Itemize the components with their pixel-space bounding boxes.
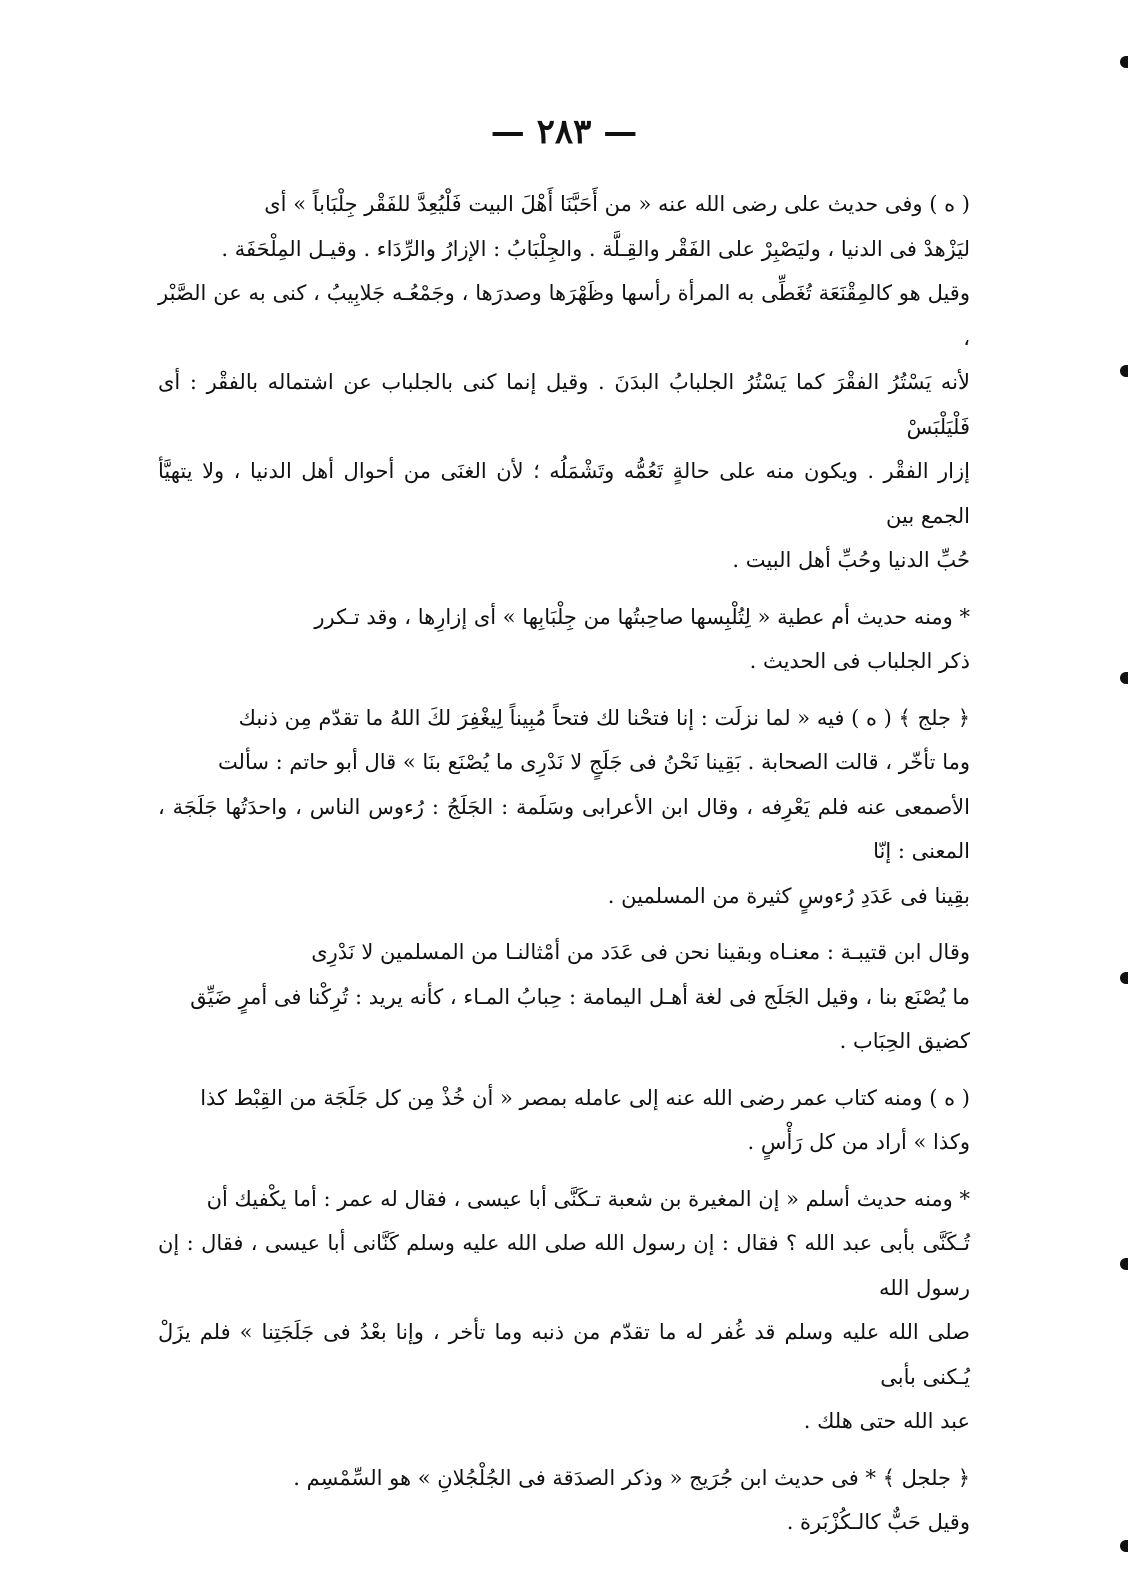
paragraph-ibn-qutayba bbox=[158, 930, 970, 1064]
text-line: إزار الفقْر . ويكون منه على حالةٍ تَعُمُّه وتَشْمَلُه ؛ لأن الغنَى من أحوال أهل الدنيا ، ولا يتهيَّأ الجمع بين bbox=[158, 459, 970, 528]
scan-edge-mark bbox=[1120, 1258, 1128, 1270]
text-line: * ومنه حديث أم عطية « لِتُلْبِسها صاحِبتُها من جِلْبَابِها » أى إزارِها ، وقد تـكرر bbox=[314, 604, 970, 629]
scan-edge-mark bbox=[1120, 972, 1128, 984]
text-line: ذكر الجلباب فى الحديث . bbox=[749, 649, 970, 673]
text-line: ﴿ جلج ﴾ ( ه ) فيه « لما نزلَت : إنا فتحْنا لك فتحاً مُبِيناً لِيغْفِرَ لكَ اللهُ ما تقدّم مِن ذنبك bbox=[238, 705, 970, 730]
page-body bbox=[158, 182, 970, 1557]
scan-edge-mark bbox=[1120, 672, 1128, 684]
paragraph-aslam-hadith bbox=[158, 1177, 970, 1444]
text-line: حُبِّ الدنيا وحُبِّ أهل البيت . bbox=[732, 548, 970, 572]
text-line: ( ه ) وفى حديث على رضى الله عنه « من أَحَبَّنَا أَهْلَ البيت فَلْيُعِدَّ للفَقْر جِلْبَاباً » أى bbox=[264, 192, 970, 216]
scan-edge-mark bbox=[1120, 1540, 1128, 1552]
paragraph-umm-atiyya bbox=[158, 595, 970, 684]
text-line: لأنه يَسْتُرُ الفقْرَ كما يَسْتُرُ الجلبابُ البدَنَ . وقيل إنما كنى بالجلباب عن اشتماله بالفقْر : أى فَلْيَلْبَسْ bbox=[158, 370, 970, 439]
text-line: وقيل حَبٌّ كالـكُزْبَرة . bbox=[786, 1510, 970, 1534]
text-line: الأصمعى عنه فلم يَعْرِفه ، وقال ابن الأعرابى وسَلَمة : الجَلَجُ : رُءوس الناس ، واحدَتُها جَلَجَة ، المعنى : إنّا bbox=[158, 794, 970, 863]
text-line: وقيل هو كالمِقْنَعَة تُغَطِّى به المرأة رأسها وظَهْرَها وصدرَها ، وجَمْعُـه جَلابِيبُ ، كنى به عن الصَّبْر ، bbox=[158, 281, 970, 350]
text-line: كضيق الحِبَاب . bbox=[839, 1029, 970, 1053]
text-line: عبد الله حتى هلك . bbox=[803, 1409, 970, 1433]
text-line: وقال ابن قتيبـة : معنـاه وبقينا نحن فى عَدَد من أمْثالنـا من المسلمين لا نَدْرِى bbox=[311, 940, 970, 964]
text-line: ﴿ جلجل ﴾ * فى حديث ابن جُرَيج « وذكر الصدَقة فى الجُلْجُلانِ » هو السِّمْسِم . bbox=[293, 1465, 970, 1490]
text-line: * ومنه حديث أسلم « إن المغيرة بن شعبة تـكَنَّى أبا عيسى ، فقال له عمر : أما يكْفيك أن bbox=[206, 1186, 970, 1211]
text-line: ليَزْهدْ فى الدنيا ، وليَصْبِرْ على الفَقْر والقِـلَّة . والجِلْبَابُ : الإزارُ والرِّدَاء . وقيـل المِلْحَفَة . bbox=[221, 236, 970, 261]
text-line: تُـكَنَّى بأبى عبد الله ؟ فقال : إن رسول الله صلى الله عليه وسلم كَنَّانى أبا عيسى ، فقال : إن رسول الله bbox=[158, 1231, 970, 1300]
entry-juljul bbox=[158, 1456, 970, 1545]
text-line: وكذا » أراد من كل رَأْسٍ . bbox=[747, 1130, 970, 1154]
scan-edge-mark bbox=[1120, 365, 1128, 377]
text-line: بقِينا فى عَدَدِ رُءوسٍ كثيرة من المسلمين . bbox=[607, 883, 970, 908]
scan-edge-mark bbox=[1120, 56, 1128, 68]
text-line: ما يُصْنَع بنا ، وقيل الجَلَج فى لغة أهـل اليمامة : حِبابُ المـاء ، كأنه يريد : تُرِكْنا فى أمرٍ ضَيِّق bbox=[190, 984, 970, 1009]
text-line: وما تأخّر ، قالت الصحابة . بَقِينا نَحْنُ فى جَلَجٍ لا نَدْرِى ما يُصْنَع بنَا » قال أبو حاتم : سألت bbox=[217, 750, 970, 774]
text-line: صلى الله عليه وسلم قد غُفر له ما تقدّم من ذنبه وما تأخر ، وإنا بعْدُ فى جَلَجَتِنا » فلم يزَلْ يُـكنى بأبى bbox=[158, 1320, 970, 1389]
entry-jalaj bbox=[158, 696, 970, 919]
text-line: ( ه ) ومنه كتاب عمر رضى الله عنه إلى عامله بمصر « أن خُذْ مِن كل جَلَجَة من القِبْط كذا bbox=[200, 1085, 970, 1110]
paragraph-ali-hadith bbox=[158, 182, 970, 583]
page-number: — ٢٨٣ — bbox=[490, 112, 638, 152]
paragraph-umar-letter bbox=[158, 1076, 970, 1165]
